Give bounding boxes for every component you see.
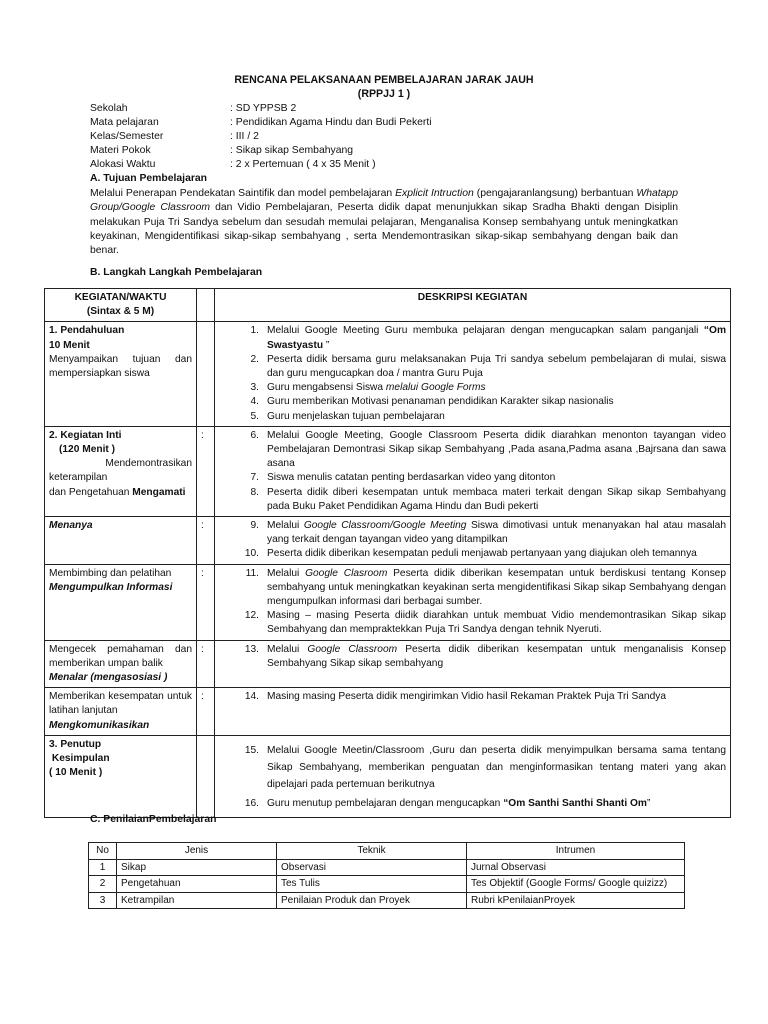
item-text: Melalui [267,643,308,655]
item-number: 14. [244,691,259,703]
item-text: Melalui Google Meetin/Classroom ,Guru dan peserta didik menyimpulkan bersama sama tentang Sikap Sembahyang, memberikan penguatan dan menginformasikan tentang materi yang akan dipelajari pada pertemuan berikutnya [267,744,726,790]
row-subtitle: 10 Menit [49,339,90,351]
document-subtitle: (RPPJJ 1 ) [357,88,411,100]
row-left-cell [45,688,197,736]
item-text: Guru mengabsensi Siswa [267,382,386,394]
document-title: RENCANA PELAKSANAAN PEMBELAJARAN JARAK JAUH [234,74,534,86]
list-item [219,381,726,395]
item-bold: “Om Santhi Santhi Shanti Om [503,797,647,809]
item-text: Peserta didik diberikan kesempatan peduli menjawab pertanyaan yang diajukan oleh temannya [267,548,697,560]
assessment-table [88,842,685,909]
list-item [219,567,726,610]
row-title: 3. Penutup [49,738,102,750]
row-text: Mengecek pemahaman dan memberikan umpan balik [49,643,192,669]
item-text: Peserta didik diberikan kesempatan untuk berdiskusi tentang Konsep sembahyang untuk meningkatkan keyakinan serta mengidentifikasi Sikap sikap Sembahyang dengan mengumpulkan informasi dari berbagai sumber. [267,567,726,608]
table-row [45,426,731,516]
cell-jenis: Ketrampilan [117,892,277,909]
list-item [219,643,726,671]
list-item [219,547,726,561]
item-number: 15. [244,744,259,756]
row-colon: : [197,517,215,565]
item-number: 5. [250,410,259,422]
header-instrumen: Intrumen [467,843,685,860]
item-text: Masing masing Peserta didik mengirimkan Vidio hasil Rekaman Praktek Puja Tri Sandya [267,691,667,703]
item-number: 6. [250,429,259,441]
cell-teknik: Penilaian Produk dan Proyek [277,892,467,909]
table-row [45,564,731,640]
item-text: Melalui [267,567,306,579]
list-item [219,353,726,381]
row-text: ( 10 Menit ) [49,767,103,779]
info-label: Sekolah [90,103,128,114]
item-number: 7. [250,472,259,484]
row-text: Menyampaikan tujuan dan mempersiapkan siswa [49,353,192,380]
info-value: : Sikap sikap Sembahyang [230,145,354,156]
item-text: Guru memberikan Motivasi penanaman pendidikan Karakter sikap nasionalis [267,396,614,408]
table-row [45,322,731,426]
item-italic: Google Classroom [307,643,398,655]
cell-teknik: Tes Tulis [277,876,467,893]
item-text: Masing – masing Peserta diidik diarahkan untuk membuat Vidio mendemontrasikan Sikap sikap Sembahyang dan mempraktekkan Puja Tri Sandya dengan tehnik Nyeruti. [267,610,726,636]
row-title: 1. Pendahuluan [49,325,125,337]
row-title: Mengkomunikasikan [49,719,150,731]
row-title: Menanya [49,520,93,532]
header-deskripsi: DESKRIPSI KEGIATAN [215,289,731,322]
item-number: 12. [244,610,259,622]
info-label: Alokasi Waktu [90,159,156,170]
activity-table [44,288,731,818]
item-number: 9. [250,520,259,532]
row-text: Membimbing dan pelatihan [49,567,172,579]
header-text: (Sintax & 5 M) [86,306,155,318]
row-colon: : [197,426,215,516]
row-text-part: dan Pengetahuan [49,486,133,498]
item-number: 8. [250,486,259,498]
row-desc-cell [215,564,731,640]
header-colon [197,289,215,322]
cell-jenis: Pengetahuan [117,876,277,893]
info-label: Materi Pokok [90,145,151,156]
cell-teknik: Observasi [277,859,467,876]
section-c-heading: C. PenilaianPembelajaran [90,814,217,825]
list-item [219,471,726,485]
section-a-heading: A. Tujuan Pembelajaran [90,173,208,184]
table-row [89,859,685,876]
row-left-cell [45,735,197,817]
header-no: No [89,843,117,860]
table-header-row [45,289,731,322]
cell-no: 2 [89,876,117,893]
list-item [219,395,726,409]
item-text: Siswa menulis catatan penting berdasarkan video yang ditonton [267,472,556,484]
row-left-cell [45,640,197,688]
row-text: Mendemontrasikan [105,458,192,470]
para-italic: Explicit Intruction [395,188,474,199]
item-text: Melalui Google Meeting, Google Classroom Peserta didik diarahkan menonton tayangan video Pembelajaran Demontrasi Sikap sikap Sembahyang ,Pada asana,Padma asana ,Bajrsana dan sawa asana [267,429,726,470]
info-label: Mata pelajaran [90,117,159,128]
item-text: Melalui [267,520,304,532]
list-item [219,742,726,793]
table-row [45,517,731,565]
row-left-cell [45,426,197,516]
row-colon [197,322,215,426]
list-item [219,486,726,514]
item-text: ” [325,339,330,351]
info-value: : SD YPPSB 2 [230,103,297,114]
para-text: dan Vidio Pembelajaran, Peserta didik dapat menunjukkan sikap Sradha Bhakti dengan Disiplin melakukan Puja Tri Sandya sebelum dan sesudah memulai pelajaran, Menganalisa Konsep sembahyang untuk meningkatkan keyakinan, Mengidentifikasi sikap-sikap sembahyang , serta Mendemontrasikan sikap-sikap sembahyang dengan baik dan benar. [90,202,678,257]
info-value: : Pendidikan Agama Hindu dan Budi Pekerti [230,117,432,128]
row-title: Menalar (mengasosiasi ) [49,672,168,684]
header-text: KEGIATAN/WAKTU [74,292,167,303]
cell-instrumen: Jurnal Observasi [467,859,685,876]
list-item [219,429,726,472]
item-bold: “Om Swastyastu [267,325,726,351]
row-text [49,486,192,500]
item-text: ” [646,797,651,809]
header-teknik: Teknik [277,843,467,860]
info-label: Kelas/Semester [90,131,164,142]
row-text: keterampilan [49,472,108,484]
item-italic: Google Classroom/Google Meeting [303,520,467,532]
list-item [219,609,726,637]
row-subtitle: (120 Menit ) [59,444,116,456]
para-text: (pengajaranlangsung) berbantuan [473,188,637,199]
table-row [89,876,685,893]
row-desc-cell [215,640,731,688]
item-number: 16. [244,797,259,809]
cell-no: 3 [89,892,117,909]
row-text: Memberikan kesempatan untuk latihan lanjutan [49,691,192,717]
item-number: 1. [250,325,259,337]
row-desc-cell [215,426,731,516]
header-jenis: Jenis [117,843,277,860]
info-value: : III / 2 [230,131,259,142]
table-row [89,892,685,909]
assessment-header-row [89,843,685,860]
list-item [219,519,726,547]
item-text: Siswa dimotivasi untuk menanyakan hal atau masalah yang terkait dengan tayangan video yang ditampilkan [267,520,727,546]
list-item [219,324,726,352]
item-text: Guru menjelaskan tujuan pembelajaran [267,410,445,422]
item-number: 3. [250,382,259,394]
info-value: : 2 x Pertemuan ( 4 x 35 Menit ) [230,159,376,170]
table-row [45,735,731,817]
row-desc-cell [215,688,731,736]
item-italic: Google Clasroom [305,567,388,579]
row-left-cell [45,322,197,426]
para-text: Melalui Penerapan Pendekatan Saintifik dan model pembelajaran [90,188,396,199]
item-text: Peserta didik bersama guru melaksanakan Puja Tri sandya sebelum pembelajaran di mulai, siswa dan guru mengucapkan doa / mantra Guru Puja [267,353,726,380]
item-number: 10. [244,548,259,560]
item-number: 11. [245,567,259,579]
row-left-cell [45,517,197,565]
row-desc-cell [215,517,731,565]
section-b-heading: B. Langkah Langkah Pembelajaran [90,267,263,278]
item-text: Guru menutup pembelajaran dengan mengucapkan [267,797,504,809]
list-item [219,690,726,704]
row-title: 2. Kegiatan Inti [49,429,122,441]
row-text-bold: Mengamati [132,486,186,498]
row-left-cell [45,564,197,640]
para-italic: Whatapp Group/Google Classroom [90,188,678,214]
table-row [45,688,731,736]
item-number: 4. [250,396,259,408]
item-text: Melalui Google Meeting Guru membuka pelajaran dengan mengucapkan salam panganjali [267,325,704,337]
table-row [45,640,731,688]
item-text: Peserta didik diberikan kesempatan untuk menganalisis Konsep Sembahyang Sikap sikap sembahyang [267,643,726,669]
row-desc-cell [215,322,731,426]
item-number: 13. [244,643,259,655]
row-desc-cell [215,735,731,817]
list-item [219,410,726,424]
list-item [219,797,726,811]
header-kegiatan [45,289,197,322]
item-number: 2. [250,353,259,365]
cell-no: 1 [89,859,117,876]
row-title: Mengumpulkan Informasi [49,581,173,593]
cell-instrumen: Rubri kPenilaianProyek [467,892,685,909]
cell-jenis: Sikap [117,859,277,876]
item-text: Peserta didik diberi kesempatan untuk membaca materi terkait dengan Sikap sikap Sembahyang pada Buku Paket Pendidikan Agama Hindu dan Budi pekerti [267,486,726,512]
row-subtitle: Kesimpulan [49,753,110,765]
row-colon [197,735,215,817]
section-a-paragraph [90,187,678,258]
row-colon: : [197,688,215,736]
row-colon: : [197,640,215,688]
row-colon: : [197,564,215,640]
item-italic: melalui Google Forms [385,382,486,394]
cell-instrumen: Tes Objektif (Google Forms/ Google quizizz) [467,876,685,893]
